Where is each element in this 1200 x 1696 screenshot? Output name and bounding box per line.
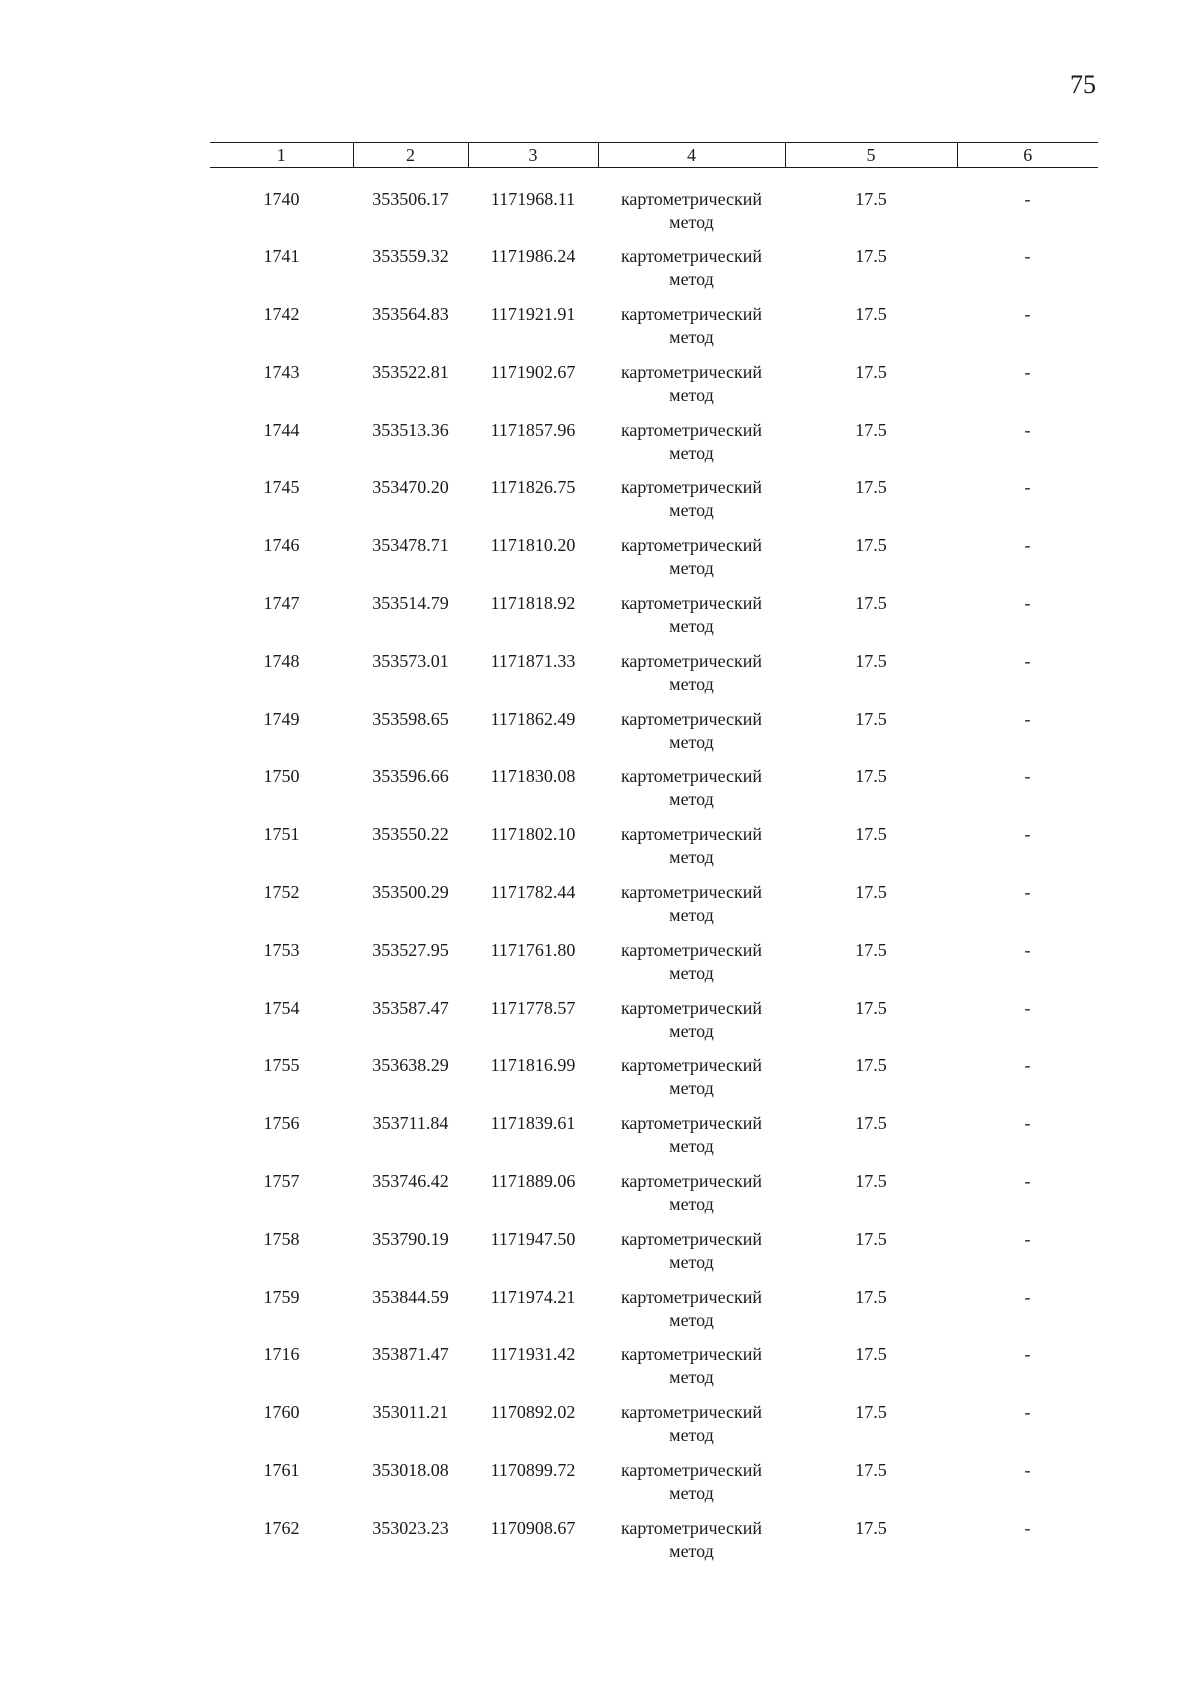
- method-cell: [598, 476, 785, 534]
- y-coordinate-cell: 1171857.96: [490, 419, 576, 440]
- method-line-1: картометрический: [620, 1113, 763, 1134]
- method-line-1: картометрический: [620, 882, 763, 903]
- note-cell: -: [1024, 766, 1031, 787]
- table-row: [210, 534, 1098, 592]
- page-number: 75: [1070, 70, 1096, 99]
- note-cell: -: [1024, 419, 1031, 440]
- y-coordinate-cell: 1170892.02: [490, 1402, 576, 1423]
- x-coordinate-cell: 353598.65: [372, 708, 449, 729]
- method-cell: [598, 1286, 785, 1344]
- note-cell: -: [1024, 361, 1031, 382]
- point-id-cell: 1740: [263, 189, 300, 209]
- header-row: [210, 143, 1098, 168]
- method-line-2: метод: [669, 905, 714, 926]
- method-cell: [598, 708, 785, 766]
- point-id-cell: 1749: [263, 708, 300, 729]
- method-line-1: картометрический: [620, 1344, 763, 1365]
- method-line-1: картометрический: [620, 1402, 763, 1423]
- accuracy-cell: 17.5: [855, 1460, 887, 1481]
- y-coordinate-cell: 1171862.49: [490, 708, 576, 729]
- table-row: [210, 1054, 1098, 1112]
- y-coordinate-cell: 1171816.99: [490, 1055, 576, 1076]
- point-id-cell: 1716: [263, 1344, 300, 1365]
- accuracy-cell: 17.5: [855, 708, 887, 729]
- x-coordinate-cell: 353573.01: [372, 650, 449, 671]
- point-id-cell: 1760: [263, 1402, 300, 1423]
- method-line-2: метод: [669, 1251, 714, 1272]
- method-line-2: метод: [669, 500, 714, 521]
- x-coordinate-cell: 353506.17: [372, 189, 449, 209]
- table-row: [210, 1517, 1098, 1575]
- method-line-2: метод: [669, 212, 714, 232]
- table-row: [210, 1112, 1098, 1170]
- x-coordinate-cell: 353513.36: [372, 419, 449, 440]
- note-cell: -: [1024, 708, 1031, 729]
- method-line-1: картометрический: [620, 419, 763, 440]
- accuracy-cell: 17.5: [855, 939, 887, 960]
- table-row: [210, 650, 1098, 708]
- table-row: [210, 1170, 1098, 1228]
- point-id-cell: 1743: [263, 361, 300, 382]
- y-coordinate-cell: 1171902.67: [490, 361, 576, 382]
- method-line-2: метод: [669, 558, 714, 579]
- table-row: [210, 939, 1098, 997]
- method-cell: [598, 881, 785, 939]
- method-line-1: картометрический: [620, 650, 763, 671]
- accuracy-cell: 17.5: [855, 1286, 887, 1307]
- method-line-1: картометрический: [620, 1517, 763, 1538]
- note-cell: -: [1024, 1113, 1031, 1134]
- method-line-1: картометрический: [620, 1055, 763, 1076]
- y-coordinate-cell: 1171871.33: [490, 650, 576, 671]
- point-id-cell: 1741: [263, 246, 300, 267]
- accuracy-cell: 17.5: [855, 361, 887, 382]
- x-coordinate-cell: 353844.59: [372, 1286, 449, 1307]
- x-coordinate-cell: 353559.32: [372, 246, 449, 267]
- table-row: [210, 765, 1098, 823]
- method-line-2: метод: [669, 1078, 714, 1099]
- method-line-2: метод: [669, 1020, 714, 1041]
- method-line-2: метод: [669, 327, 714, 348]
- note-cell: -: [1024, 477, 1031, 498]
- method-cell: [598, 1170, 785, 1228]
- table-row: [210, 1401, 1098, 1459]
- method-cell: [598, 592, 785, 650]
- method-line-1: картометрический: [620, 766, 763, 787]
- note-cell: -: [1024, 939, 1031, 960]
- method-cell: [598, 534, 785, 592]
- method-line-2: метод: [669, 673, 714, 694]
- note-cell: -: [1024, 650, 1031, 671]
- point-id-cell: 1761: [263, 1460, 300, 1481]
- method-line-1: картометрический: [620, 535, 763, 556]
- y-coordinate-cell: 1171810.20: [490, 535, 576, 556]
- method-line-1: картометрический: [620, 824, 763, 845]
- method-line-1: картометрический: [620, 1460, 763, 1481]
- method-line-2: метод: [669, 1540, 714, 1561]
- point-id-cell: 1756: [263, 1113, 300, 1134]
- point-id-cell: 1762: [263, 1517, 300, 1538]
- x-coordinate-cell: 353790.19: [372, 1228, 449, 1249]
- method-line-2: метод: [669, 1483, 714, 1504]
- table-row: [210, 997, 1098, 1055]
- column-header-5: 5: [785, 143, 957, 168]
- method-line-1: картометрический: [620, 189, 763, 209]
- y-coordinate-cell: 1171986.24: [490, 246, 576, 267]
- y-coordinate-cell: 1171968.11: [490, 189, 576, 209]
- table-row: [210, 168, 1098, 246]
- accuracy-cell: 17.5: [855, 304, 887, 325]
- accuracy-cell: 17.5: [855, 189, 887, 209]
- table-row: [210, 303, 1098, 361]
- accuracy-cell: 17.5: [855, 1344, 887, 1365]
- y-coordinate-cell: 1171931.42: [490, 1344, 576, 1365]
- method-line-1: картометрический: [620, 361, 763, 382]
- method-line-1: картометрический: [620, 1286, 763, 1307]
- method-cell: [598, 823, 785, 881]
- accuracy-cell: 17.5: [855, 997, 887, 1018]
- table-row: [210, 1228, 1098, 1286]
- accuracy-cell: 17.5: [855, 246, 887, 267]
- point-id-cell: 1753: [263, 939, 300, 960]
- method-line-1: картометрический: [620, 1228, 763, 1249]
- column-header-2: 2: [353, 143, 468, 168]
- accuracy-cell: 17.5: [855, 419, 887, 440]
- accuracy-cell: 17.5: [855, 650, 887, 671]
- y-coordinate-cell: 1171802.10: [490, 824, 576, 845]
- method-line-2: метод: [669, 269, 714, 290]
- note-cell: -: [1024, 593, 1031, 614]
- method-cell: [598, 245, 785, 303]
- method-cell: [598, 1228, 785, 1286]
- method-cell: [598, 650, 785, 708]
- table-row: [210, 881, 1098, 939]
- note-cell: -: [1024, 535, 1031, 556]
- note-cell: -: [1024, 1402, 1031, 1423]
- method-cell: [598, 765, 785, 823]
- method-cell: [598, 419, 785, 477]
- accuracy-cell: 17.5: [855, 824, 887, 845]
- point-id-cell: 1748: [263, 650, 300, 671]
- x-coordinate-cell: 353011.21: [372, 1402, 449, 1423]
- point-id-cell: 1758: [263, 1228, 300, 1249]
- method-cell: [598, 997, 785, 1055]
- column-header-3: 3: [468, 143, 598, 168]
- note-cell: -: [1024, 824, 1031, 845]
- accuracy-cell: 17.5: [855, 882, 887, 903]
- accuracy-cell: 17.5: [855, 1171, 887, 1192]
- x-coordinate-cell: 353638.29: [372, 1055, 449, 1076]
- point-id-cell: 1752: [263, 882, 300, 903]
- accuracy-cell: 17.5: [855, 1055, 887, 1076]
- method-line-1: картометрический: [620, 708, 763, 729]
- note-cell: -: [1024, 189, 1031, 209]
- note-cell: -: [1024, 1171, 1031, 1192]
- table-row: [210, 1343, 1098, 1401]
- point-id-cell: 1746: [263, 535, 300, 556]
- note-cell: -: [1024, 1228, 1031, 1249]
- coordinates-table: [210, 142, 1098, 1575]
- table-row: [210, 592, 1098, 650]
- table-header: [210, 143, 1098, 168]
- table-row: [210, 361, 1098, 419]
- x-coordinate-cell: 353746.42: [372, 1171, 449, 1192]
- method-line-1: картометрический: [620, 939, 763, 960]
- method-line-2: метод: [669, 442, 714, 463]
- point-id-cell: 1750: [263, 766, 300, 787]
- method-cell: [598, 1401, 785, 1459]
- point-id-cell: 1747: [263, 593, 300, 614]
- x-coordinate-cell: 353564.83: [372, 304, 449, 325]
- table-row: [210, 245, 1098, 303]
- note-cell: -: [1024, 1344, 1031, 1365]
- y-coordinate-cell: 1171839.61: [490, 1113, 576, 1134]
- method-line-1: картометрический: [620, 246, 763, 267]
- column-header-4: 4: [598, 143, 785, 168]
- method-line-2: метод: [669, 731, 714, 752]
- x-coordinate-cell: 353018.08: [372, 1460, 449, 1481]
- method-cell: [598, 168, 785, 246]
- x-coordinate-cell: 353596.66: [372, 766, 449, 787]
- point-id-cell: 1757: [263, 1171, 300, 1192]
- y-coordinate-cell: 1171889.06: [490, 1171, 576, 1192]
- y-coordinate-cell: 1171761.80: [490, 939, 576, 960]
- y-coordinate-cell: 1171921.91: [490, 304, 576, 325]
- accuracy-cell: 17.5: [855, 1517, 887, 1538]
- x-coordinate-cell: 353478.71: [372, 535, 449, 556]
- note-cell: -: [1024, 1055, 1031, 1076]
- accuracy-cell: 17.5: [855, 766, 887, 787]
- x-coordinate-cell: 353711.84: [372, 1113, 449, 1134]
- y-coordinate-cell: 1171826.75: [490, 477, 576, 498]
- method-line-2: метод: [669, 789, 714, 810]
- method-line-2: метод: [669, 1367, 714, 1388]
- method-cell: [598, 361, 785, 419]
- x-coordinate-cell: 353514.79: [372, 593, 449, 614]
- x-coordinate-cell: 353550.22: [372, 824, 449, 845]
- method-cell: [598, 1054, 785, 1112]
- method-line-2: метод: [669, 616, 714, 637]
- point-id-cell: 1759: [263, 1286, 300, 1307]
- point-id-cell: 1755: [263, 1055, 300, 1076]
- method-line-2: метод: [669, 1194, 714, 1215]
- method-cell: [598, 939, 785, 997]
- method-line-1: картометрический: [620, 1171, 763, 1192]
- table-row: [210, 708, 1098, 766]
- x-coordinate-cell: 353500.29: [372, 882, 449, 903]
- table-row: [210, 476, 1098, 534]
- method-cell: [598, 1517, 785, 1575]
- y-coordinate-cell: 1171974.21: [490, 1286, 576, 1307]
- method-cell: [598, 303, 785, 361]
- point-id-cell: 1754: [263, 997, 300, 1018]
- point-id-cell: 1744: [263, 419, 300, 440]
- note-cell: -: [1024, 882, 1031, 903]
- y-coordinate-cell: 1170908.67: [490, 1517, 576, 1538]
- accuracy-cell: 17.5: [855, 1228, 887, 1249]
- table-row: [210, 1459, 1098, 1517]
- y-coordinate-cell: 1170899.72: [490, 1460, 576, 1481]
- method-line-1: картометрический: [620, 304, 763, 325]
- x-coordinate-cell: 353871.47: [372, 1344, 449, 1365]
- note-cell: -: [1024, 997, 1031, 1018]
- method-cell: [598, 1343, 785, 1401]
- method-line-2: метод: [669, 384, 714, 405]
- method-line-2: метод: [669, 1309, 714, 1330]
- x-coordinate-cell: 353587.47: [372, 997, 449, 1018]
- y-coordinate-cell: 1171782.44: [490, 882, 576, 903]
- y-coordinate-cell: 1171818.92: [490, 593, 576, 614]
- point-id-cell: 1742: [263, 304, 300, 325]
- point-id-cell: 1751: [263, 824, 300, 845]
- table-row: [210, 419, 1098, 477]
- point-id-cell: 1745: [263, 477, 300, 498]
- accuracy-cell: 17.5: [855, 1402, 887, 1423]
- note-cell: -: [1024, 304, 1031, 325]
- table-body: [210, 168, 1098, 1575]
- method-cell: [598, 1112, 785, 1170]
- table-row: [210, 1286, 1098, 1344]
- x-coordinate-cell: 353470.20: [372, 477, 449, 498]
- note-cell: -: [1024, 1460, 1031, 1481]
- method-line-2: метод: [669, 1136, 714, 1157]
- accuracy-cell: 17.5: [855, 593, 887, 614]
- accuracy-cell: 17.5: [855, 477, 887, 498]
- accuracy-cell: 17.5: [855, 535, 887, 556]
- y-coordinate-cell: 1171778.57: [490, 997, 576, 1018]
- method-line-2: метод: [669, 1425, 714, 1446]
- column-header-6: 6: [957, 143, 1098, 168]
- method-line-2: метод: [669, 962, 714, 983]
- method-line-1: картометрический: [620, 997, 763, 1018]
- method-line-1: картометрический: [620, 593, 763, 614]
- x-coordinate-cell: 353527.95: [372, 939, 449, 960]
- note-cell: -: [1024, 246, 1031, 267]
- x-coordinate-cell: 353023.23: [372, 1517, 449, 1538]
- coordinates-table-container: [210, 142, 1098, 1575]
- x-coordinate-cell: 353522.81: [372, 361, 449, 382]
- column-header-1: 1: [210, 143, 353, 168]
- method-line-1: картометрический: [620, 477, 763, 498]
- note-cell: -: [1024, 1286, 1031, 1307]
- y-coordinate-cell: 1171947.50: [490, 1228, 576, 1249]
- method-line-2: метод: [669, 847, 714, 868]
- y-coordinate-cell: 1171830.08: [490, 766, 576, 787]
- note-cell: -: [1024, 1517, 1031, 1538]
- table-row: [210, 823, 1098, 881]
- accuracy-cell: 17.5: [855, 1113, 887, 1134]
- method-cell: [598, 1459, 785, 1517]
